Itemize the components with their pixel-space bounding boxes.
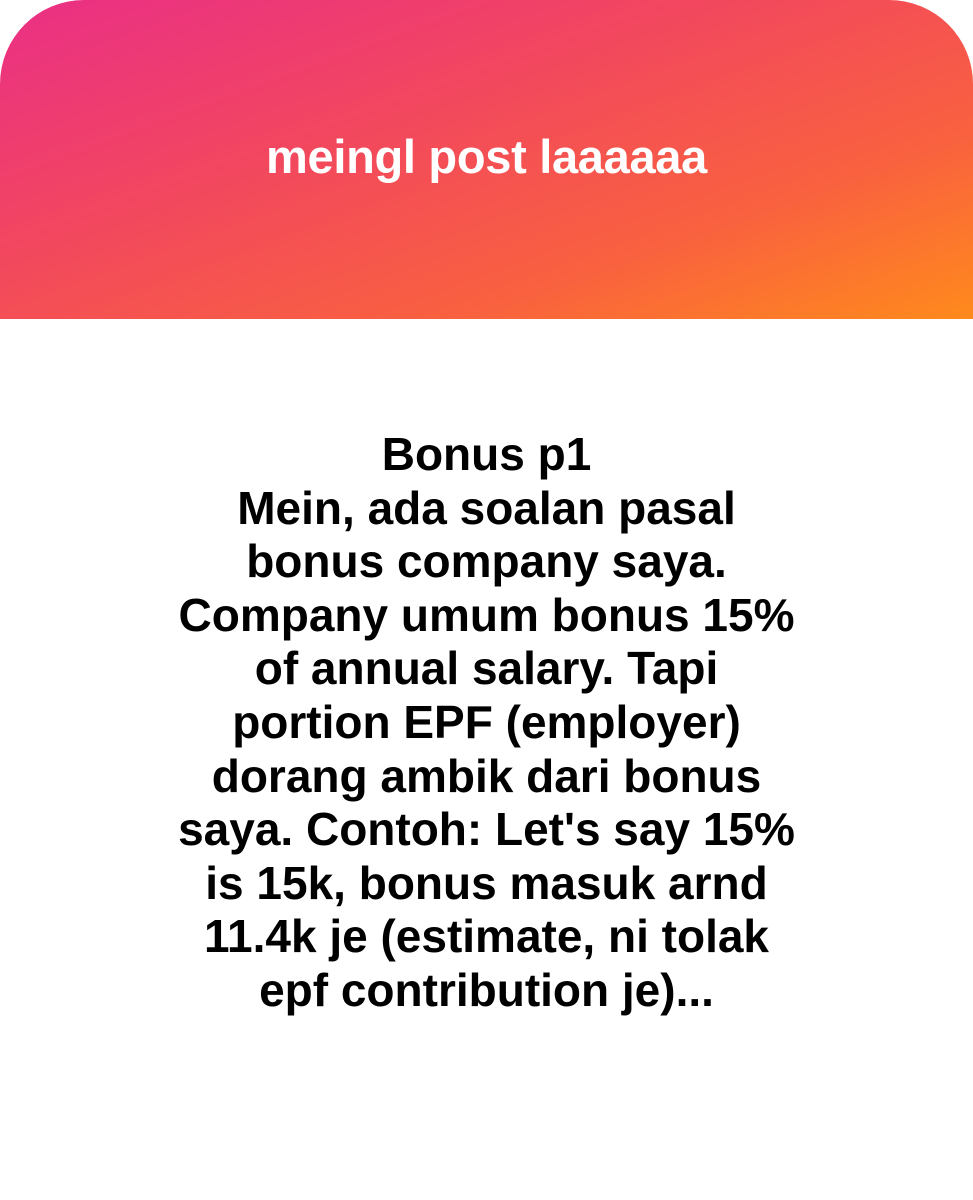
question-line: Mein, ada soalan pasal — [237, 481, 736, 534]
question-line: Bonus p1 — [381, 428, 592, 480]
question-body — [0, 319, 973, 1200]
question-line: of annual salary. Tapi — [254, 642, 719, 695]
question-line: dorang ambik dari bonus — [211, 749, 762, 802]
question-line: epf contribution je)... — [259, 963, 714, 1016]
question-line: saya. Contoh: Let's say 15% — [178, 803, 795, 856]
question-line: portion EPF (employer) — [232, 695, 741, 748]
question-line: bonus company saya. — [246, 535, 727, 588]
question-text — [40, 428, 933, 1018]
question-line: 11.4k je (estimate, ni tolak — [203, 910, 770, 963]
question-line: Company umum bonus 15% — [178, 588, 795, 641]
question-line: is 15k, bonus masuk arnd — [205, 856, 768, 909]
question-header — [0, 0, 973, 319]
header-title: meingl post laaaaaa — [266, 130, 707, 183]
